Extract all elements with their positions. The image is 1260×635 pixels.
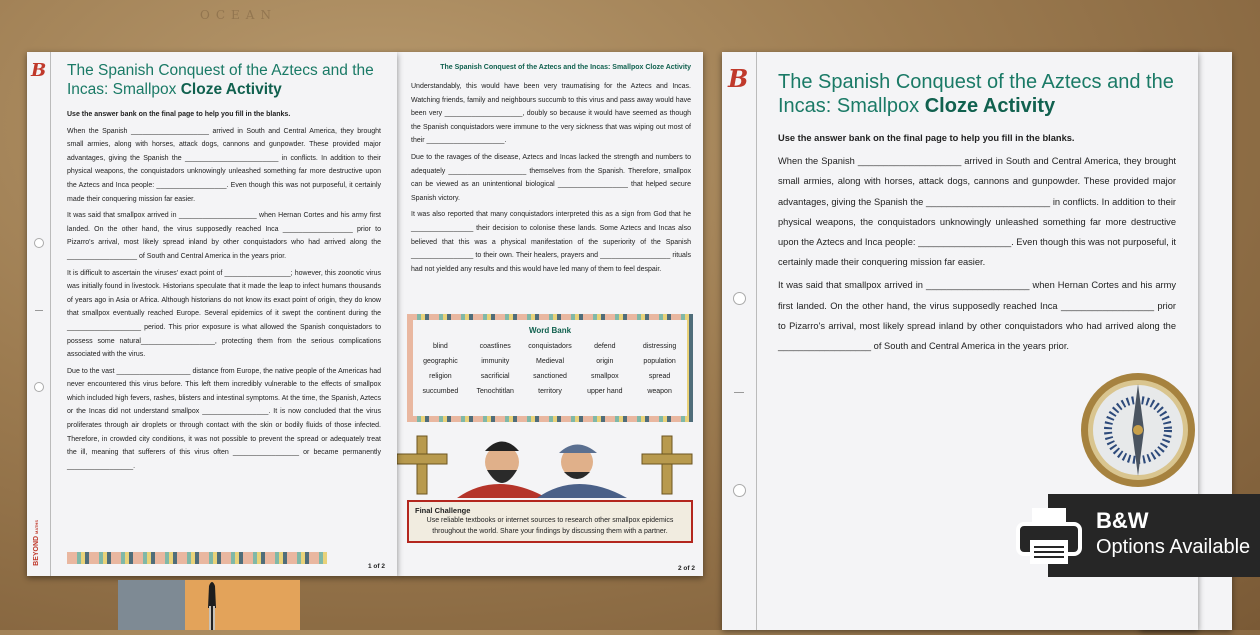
word-bank-item: distressing xyxy=(642,343,677,350)
word-bank-item: coastlines xyxy=(479,343,511,350)
badge-subtitle: Options Available xyxy=(1096,536,1251,558)
title-regular: The Spanish Conquest of the Aztecs and the Incas: Smallpox xyxy=(67,62,374,98)
word-bank-item: Medieval xyxy=(535,358,564,365)
title-regular: The Spanish Conquest of the Aztecs and the Incas: Smallpox xyxy=(778,71,1174,117)
paragraph: Understandably, this would have been very traumatising for the Aztecs and Incas. Watching friends, family and neighbours succumb to this virus and pass away would have been very ____________________, doubly so because it would have seemed as though the Spanish conquistadors were immune to the very sickness that was wiping out most of their ____________________. xyxy=(411,83,691,145)
word-bank xyxy=(413,320,687,416)
paragraph: Due to the vast ___________________ distance from Europe, the native people of the Americas had never encountered this virus before. This left them incredibly vulnerable to the effects of smallpox which included high fevers, rashes, blisters and intestinal symptoms. At the time, the Spanish, Aztecs or the Incas did not understand smallpox _________________. It is now concluded that the virus proliferates through air droplets or through contact with the skin or bodily fluids of those infected. Therefore, in crowded city conditions, it was not possible to prevent the spread or adequately treat the ill, meaning that sufferers of this virus often _________________ or became permanently _________________. xyxy=(67,367,381,470)
twinkl-logo: B xyxy=(728,64,749,93)
word-bank-item: blind xyxy=(433,343,448,350)
orange-notebook xyxy=(185,580,300,630)
paragraph: It is difficult to ascertain the viruses' exact point of _________________; however, this zoonotic virus was initially found in livestock. Historians speculate that it made the leap to infect humans thousands of years ago in Asia or Africa. Although historians do not know its exact point of origin, they do know that smallpox eventually reached Europe. Several epidemics of it swept the continent during the ___________________ period. This prior exposure is what allowed the Spanish conquistadors to possess some natural___________________, protecting them from the serious complications associated with the virus. xyxy=(67,269,381,359)
word-bank-item: sanctioned xyxy=(533,373,567,380)
paragraph: It was said that smallpox arrived in ____________________ when Hernan Cortes and his army first landed. On the other hand, the virus supposedly reached Inca __________________ prior to Pizarro's arrival, most likely spread inland by other conquistadors who had arrived along the __________________ of South and Central America in the years prior. xyxy=(67,212,381,260)
word-bank-item: immunity xyxy=(481,358,510,365)
page-number: 1 of 2 xyxy=(368,563,385,570)
pen-icon xyxy=(205,578,219,630)
printer-icon xyxy=(1016,506,1082,566)
word-bank-title: Word Bank xyxy=(528,326,572,335)
paragraph: It was said that smallpox arrived in ____________________ when Hernan Cortes and his army first landed. On the other hand, the virus supposedly reached Inca __________________ prior to Pizarro's arrival, most likely spread inland by other conquistadors who had arrived along the __________________ of South and Central America in the years prior. xyxy=(778,280,1176,352)
worksheet-page-2 xyxy=(397,52,703,576)
page-title xyxy=(778,70,1188,118)
word-bank-item: succumbed xyxy=(422,388,459,395)
page1-text xyxy=(778,128,1176,359)
word-bank-grid xyxy=(413,343,687,395)
brand-name: BEYOND xyxy=(33,536,40,566)
word-bank-item: origin xyxy=(596,358,614,365)
word-bank-item: sacrificial xyxy=(480,373,510,380)
compass-icon xyxy=(1080,372,1196,488)
word-bank-item: defend xyxy=(594,343,616,350)
final-challenge-title: Final Challenge xyxy=(415,506,471,515)
twinkl-logo: B xyxy=(31,60,47,81)
word-bank-item: spread xyxy=(648,373,671,380)
running-header: The Spanish Conquest of the Aztecs and the Incas: Smallpox Cloze Activity xyxy=(440,64,691,71)
badge-title: B&W xyxy=(1096,508,1149,533)
page-title xyxy=(67,62,387,99)
map-ocean-label: OCEAN xyxy=(200,8,277,22)
final-challenge-box xyxy=(407,500,693,543)
word-bank-item: Tenochtitlan xyxy=(476,388,514,395)
instruction: Use the answer bank on the final page to help you fill in the blanks. xyxy=(778,133,1075,143)
word-bank-item: geographic xyxy=(423,358,458,365)
brand-sub: MATHS xyxy=(34,520,39,535)
paragraph: When the Spanish ____________________ arrived in South and Central America, they brought small armies, along with horses, attack dogs, cannons and gunpowder. These provided major advantages, giving the Spanish the ________________________ in conflicts. In addition to their physical weapons, the conquistadors unknowingly unleashed something far more destructive upon the Aztecs and Inca people: __________________. Even though this was not purposeful, it certainly made their conquering mission far easier. xyxy=(67,127,381,203)
page2-text xyxy=(411,80,691,279)
bw-options-badge xyxy=(1048,494,1260,577)
conquistadors-illustration xyxy=(397,426,703,498)
grey-notebook xyxy=(118,580,186,630)
paragraph: Due to the ravages of the disease, Aztecs and Incas lacked the strength and numbers to adequately ____________________ themselves from the Spanish. Therefore, smallpox can be viewed as an unintentional biological __________________ that helped secure Spanish victory. xyxy=(411,153,691,202)
brand-mark xyxy=(33,520,40,566)
title-bold: Cloze Activity xyxy=(180,80,282,98)
word-bank-item: population xyxy=(643,358,676,365)
word-bank-item: religion xyxy=(429,373,452,380)
word-bank-item: conquistadors xyxy=(528,343,572,350)
word-bank-item: territory xyxy=(538,388,562,395)
page1-text xyxy=(67,108,381,476)
word-bank-item: upper hand xyxy=(587,388,623,395)
page-number: 2 of 2 xyxy=(678,565,695,572)
decorative-border xyxy=(67,552,327,564)
final-challenge-text: Use reliable textbooks or internet sources to research other smallpox epidemics throughout the world. Share your findings by discussing them with a partner. xyxy=(426,517,674,535)
instruction: Use the answer bank on the final page to help you fill in the blanks. xyxy=(67,111,291,118)
paragraph: When the Spanish ____________________ arrived in South and Central America, they brought small armies, along with horses, attack dogs, cannons and gunpowder. These provided major advantages, giving the Spanish the ________________________ in conflicts. In addition to their physical weapons, the conquistadors unknowingly unleashed something far more destructive upon the Aztecs and Inca people: __________________. Even though this was not purposeful, it certainly made their conquering mission far easier. xyxy=(778,156,1177,268)
word-bank-item: weapon xyxy=(647,388,672,395)
title-bold: Cloze Activity xyxy=(924,95,1056,117)
word-bank-item: smallpox xyxy=(590,373,619,380)
paragraph: It was also reported that many conquistadors interpreted this as a sign from God that he ________________ their decision to colonise these lands. Some Aztecs and Incas also believed that this was a physical manifestation of the superiority of the Spanish ________________ to their own. Their healers, prayers and __________________ rituals had not yielded any results and this would have led many of them to feel despair. xyxy=(411,211,691,273)
worksheet-page-1 xyxy=(27,52,397,576)
